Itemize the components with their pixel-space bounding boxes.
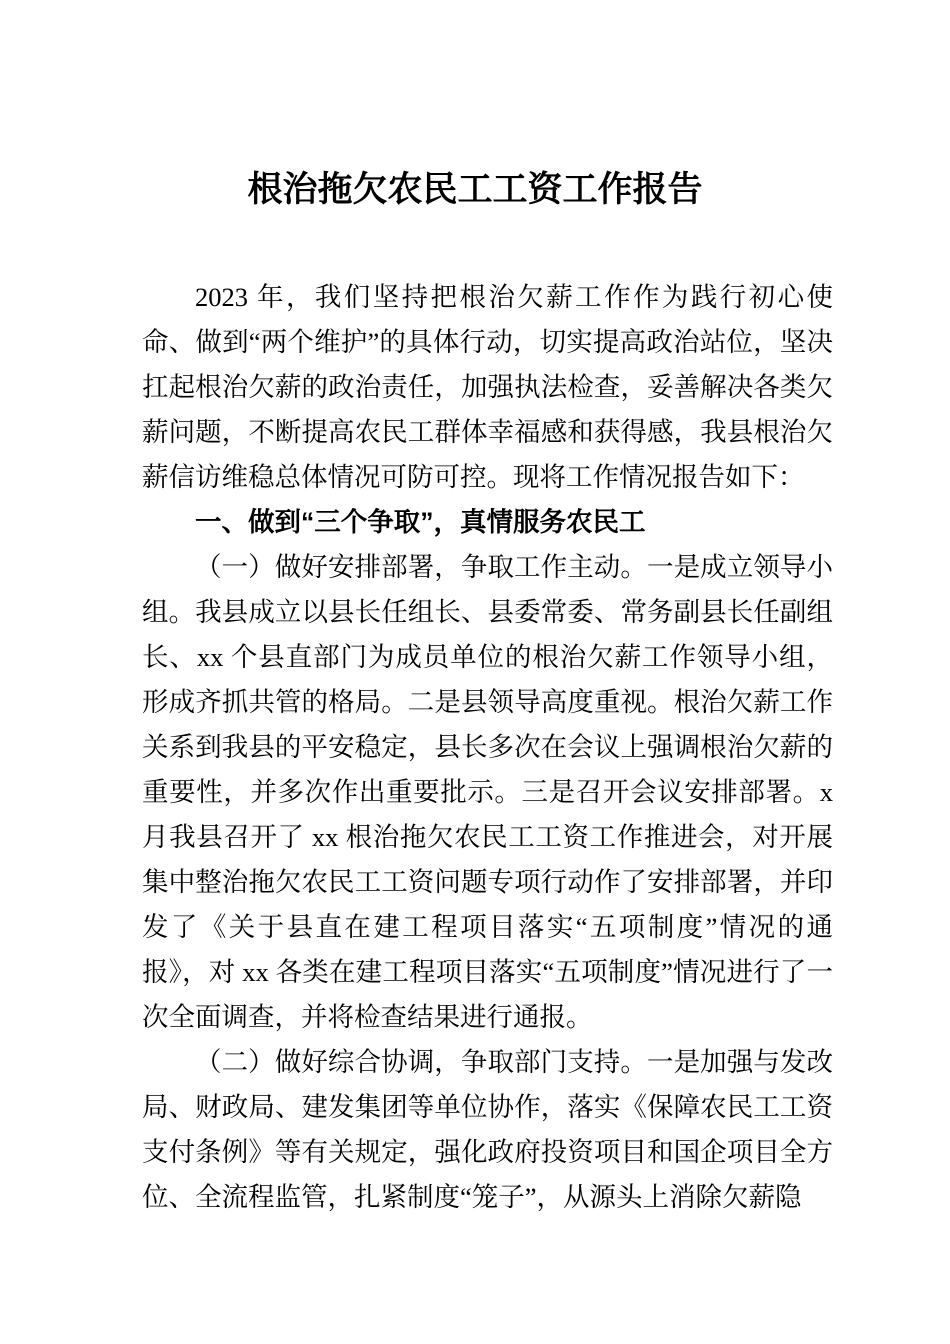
document-title: 根治拖欠农民工工资工作报告 [247, 170, 703, 209]
intro-paragraph: 2023 年，我们坚持把根治欠薪工作作为践行初心使命、做到“两个维护”的具体行动，切实提高政治站位，坚决扛起根治欠薪的政治责任，加强执法检查，妥善解决各类欠薪问题，不断提高农民工群体幸福感和获得感，我县根治欠薪信访维稳总体情况可防可控。现将工作情况报告如下： [142, 282, 833, 492]
section-1-paragraph-1: （一）做好安排部署，争取工作主动。一是成立领导小组。我县成立以县长任组长、县委常委、常务副县长任副组长、xx 个县直部门为成员单位的根治欠薪工作领导小组，形成齐抓共管的格局。二是县领导高度重视。根治欠薪工作关系到我县的平安稳定，县长多次在会议上强调根治欠薪的重要性，并多次作出重要批示。三是召开会议安排部署。x 月我县召开了 xx 根治拖欠农民工工资工作推进会，对开展集中整治拖欠农民工工资问题专项行动作了安排部署，并印发了《关于县直在建工程项目落实“五项制度”情况的通报》，对 xx 各类在建工程项目落实“五项制度”情况进行了一次全面调查，并将检查结果进行通报。 [142, 552, 833, 1032]
section-1-heading: 一、做到“三个争取”，真情服务农民工 [195, 507, 646, 537]
section-1-paragraph-2: （二）做好综合协调，争取部门支持。一是加强与发改局、财政局、建发集团等单位协作，落实《保障农民工工资支付条例》等有关规定，强化政府投资项目和国企项目全方位、全流程监管，扎紧制度“笼子”，从源头上消除欠薪隐 [142, 1047, 833, 1212]
